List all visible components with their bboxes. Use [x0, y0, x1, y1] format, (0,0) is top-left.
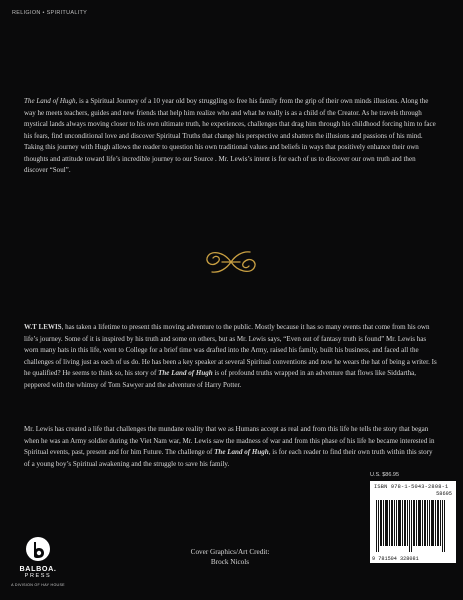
- book-title-italic: The Land of Hugh: [24, 97, 76, 105]
- author-bio-text-b: is of profound truths wrapped in an adventure that flows like Siddartha, peppered with the whimsy of Tom Sawyer and the adventure of Harry Potter.: [24, 369, 417, 389]
- credit-line-1: Cover Graphics/Art Credit:: [190, 548, 270, 556]
- publisher-name: BALBOA.: [19, 564, 57, 573]
- flourish-ornament-icon: [200, 246, 262, 278]
- closing-text-a: Mr. Lewis has created a life that challenges the mundane reality that we as Humans accept as real and from this life he tells the story that began when he was an Army soldier during the Viet Nam war, Mr. Lewis saw the madness of war and from this phase of his life he became interested in Spiritual events, past, present and for him Future. The challenge of: [24, 425, 435, 456]
- book-title-italic: The Land of Hugh: [158, 369, 213, 377]
- credit-line-2: Brock Nicols: [210, 558, 250, 566]
- barcode-numbers: 9 781504 328081: [372, 556, 419, 562]
- book-title-italic: The Land of Hugh: [214, 448, 269, 456]
- synopsis-paragraph: [24, 96, 439, 177]
- category-label: RELIGION • SPIRITUALITY: [12, 10, 88, 16]
- publisher-sub: PRESS: [24, 573, 52, 579]
- barcode: [370, 481, 456, 563]
- balboa-press-logo-icon: [8, 536, 68, 564]
- author-bio-paragraph: [24, 322, 439, 391]
- publisher-division: A DIVISION OF HAY HOUSE: [11, 583, 65, 587]
- closing-text-b: , is for each reader to find their own truth within this story of a young boy’s Spiritual awakening and the struggle to save his family.: [24, 448, 433, 468]
- closing-paragraph: [24, 424, 439, 470]
- price-label: U.S. $86.95: [370, 472, 400, 478]
- author-bio-text-a: , has taken a lifetime to present this moving adventure to the public. Mostly because it has so many events that come from his own life’s journey. Some of it is inspired by his truth and some on others, but as Mr. Lewis says, “Even out of fantasy truth is found” Mr. Lewis has worn many hats in this life, went to College for a brief time was drafted into the Army, raised his family, built his business, and faced all the challenges of living just as each of us do. He has been a key speaker at several Spiritual conventions and now he wears the hat of being a writer. Is he qualified? He seems to think so, his story of: [24, 323, 437, 377]
- author-name: W.T LEWIS: [24, 323, 62, 331]
- cover-art-credit: [150, 547, 310, 567]
- barcode-area: [370, 472, 458, 592]
- publisher-logo: [8, 536, 68, 594]
- synopsis-text: , is a Spiritual Journey of a 10 year old boy struggling to free his family from the grip of their own minds illusions. Along the way he meets teachers, guides and new friends that help him realize who and what he really is as a child of the Creator. As he travels through mystical lands always moving closer to his own ultimate truth, he experiences, challenges that drag him through his childhood forcing him to face his fears, find unconditional love and discover Spiritual Truths that change his perspective and shatters the illusions and passions of his mind. Taking this journey with Hugh allows the reader to question his own traditional values and beliefs in ways that positively enhance their own thoughts and attitude toward life’s incredible journey to our Source . Mr. Lewis’s intent is for each of us to discover our own truth and then discover “Soul”.: [24, 97, 436, 174]
- barcode-addon-number: 58695: [436, 491, 452, 497]
- barcode-bars-icon: [374, 500, 452, 552]
- isbn-label: ISBN 978-1-5043-2808-1: [374, 484, 449, 490]
